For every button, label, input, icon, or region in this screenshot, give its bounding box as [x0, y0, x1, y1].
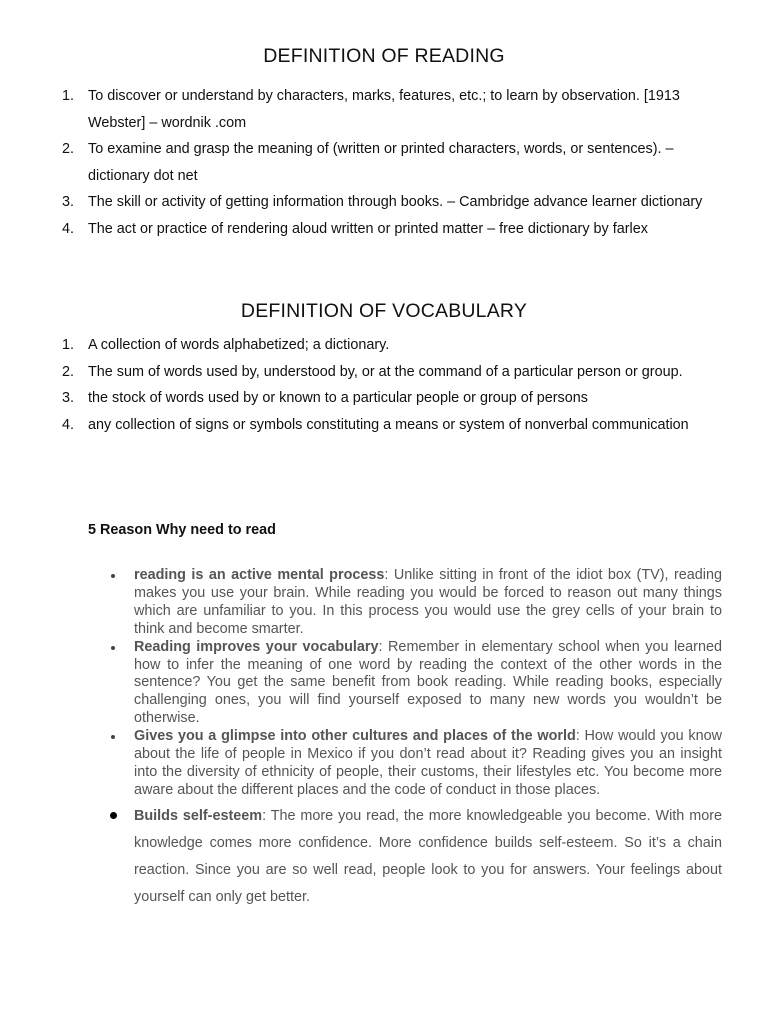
list-number: 2.: [62, 363, 75, 380]
vocabulary-definitions-list: [62, 332, 722, 438]
list-number: 2.: [62, 141, 75, 158]
list-item: [62, 359, 722, 386]
reason-text: : Remember in elementary school when you learned how to infer the meaning of one word by reading the context of the other words in the sentence? You get the same benefit from book reading. While reading books, especially challenging ones, you will find yourself exposed to many new words you wouldn’t be otherwise.: [134, 638, 722, 727]
bullet-icon: [111, 646, 115, 650]
reasons-list: [108, 567, 722, 911]
list-text: any collection of signs or symbols constituting a means or system of nonverbal communication: [88, 416, 689, 433]
bullet-icon: [110, 812, 117, 819]
vocabulary-heading: DEFINITION OF VOCABULARY: [240, 300, 528, 322]
list-text: the stock of words used by or known to a particular people or group of persons: [88, 390, 588, 407]
reason-text: : Unlike sitting in front of the idiot box (TV), reading makes you use your brain. While reading you would be forced to reason out many things which are unfamiliar to you. In this process you would use the grey cells of your brain to think and become smarter.: [134, 567, 722, 637]
list-text: The skill or activity of getting information through books. – Cambridge advance learner dictionary: [88, 194, 703, 211]
list-item: [108, 728, 722, 800]
reason-title: Builds self-esteem: [134, 807, 263, 824]
list-item: [108, 803, 722, 911]
list-text: A collection of words alphabetized; a dictionary.: [88, 337, 390, 353]
list-number: 3.: [62, 390, 75, 407]
list-text: To examine and grasp the meaning of (written or printed characters, words, or sentences). – dictionary dot net: [88, 141, 674, 184]
reading-heading: DEFINITION OF READING: [263, 45, 505, 67]
reasons-heading: 5 Reason Why need to read: [88, 522, 276, 538]
list-number: 3.: [62, 194, 75, 211]
list-item: [62, 189, 722, 216]
list-item: [108, 639, 722, 729]
reason-text: : How would you know about the life of people in Mexico if you don’t read about it? Reading gives you an insight into the diversity of ethnicity of people, their customs, their lifestyles etc. You become more aware about the different places and the code of conduct in those places.: [134, 728, 722, 798]
list-text: The act or practice of rendering aloud written or printed matter – free dictionary by farlex: [88, 220, 648, 237]
bullet-icon: [111, 574, 115, 578]
list-text: To discover or understand by characters, marks, features, etc.; to learn by observation. [1913 Webster] – wordnik .com: [88, 88, 680, 131]
list-item: [62, 412, 722, 439]
reason-text: : The more you read, the more knowledgeable you become. With more knowledge comes more confidence. More confidence builds self-esteem. So it’s a chain reaction. Since you are so well read, people look to you for answers. Your feelings about yourself can only get better.: [134, 807, 722, 905]
list-number: 1.: [62, 337, 75, 353]
list-item: [62, 83, 722, 136]
list-item: [62, 216, 722, 243]
list-text: The sum of words used by, understood by, or at the command of a particular person or group.: [88, 363, 683, 380]
list-number: 4.: [62, 416, 75, 433]
list-item: [62, 385, 722, 412]
list-number: 1.: [62, 88, 75, 104]
reading-definitions-list: [62, 83, 722, 243]
list-number: 4.: [62, 220, 75, 237]
list-item: [108, 567, 722, 639]
list-item: [62, 136, 722, 189]
reason-title: Reading improves your vocabulary: [134, 638, 379, 655]
reason-title: Gives you a glimpse into other cultures and places of the world: [134, 728, 576, 745]
reason-title: reading is an active mental process: [134, 567, 385, 583]
list-item: [62, 332, 722, 359]
bullet-icon: [111, 735, 115, 739]
